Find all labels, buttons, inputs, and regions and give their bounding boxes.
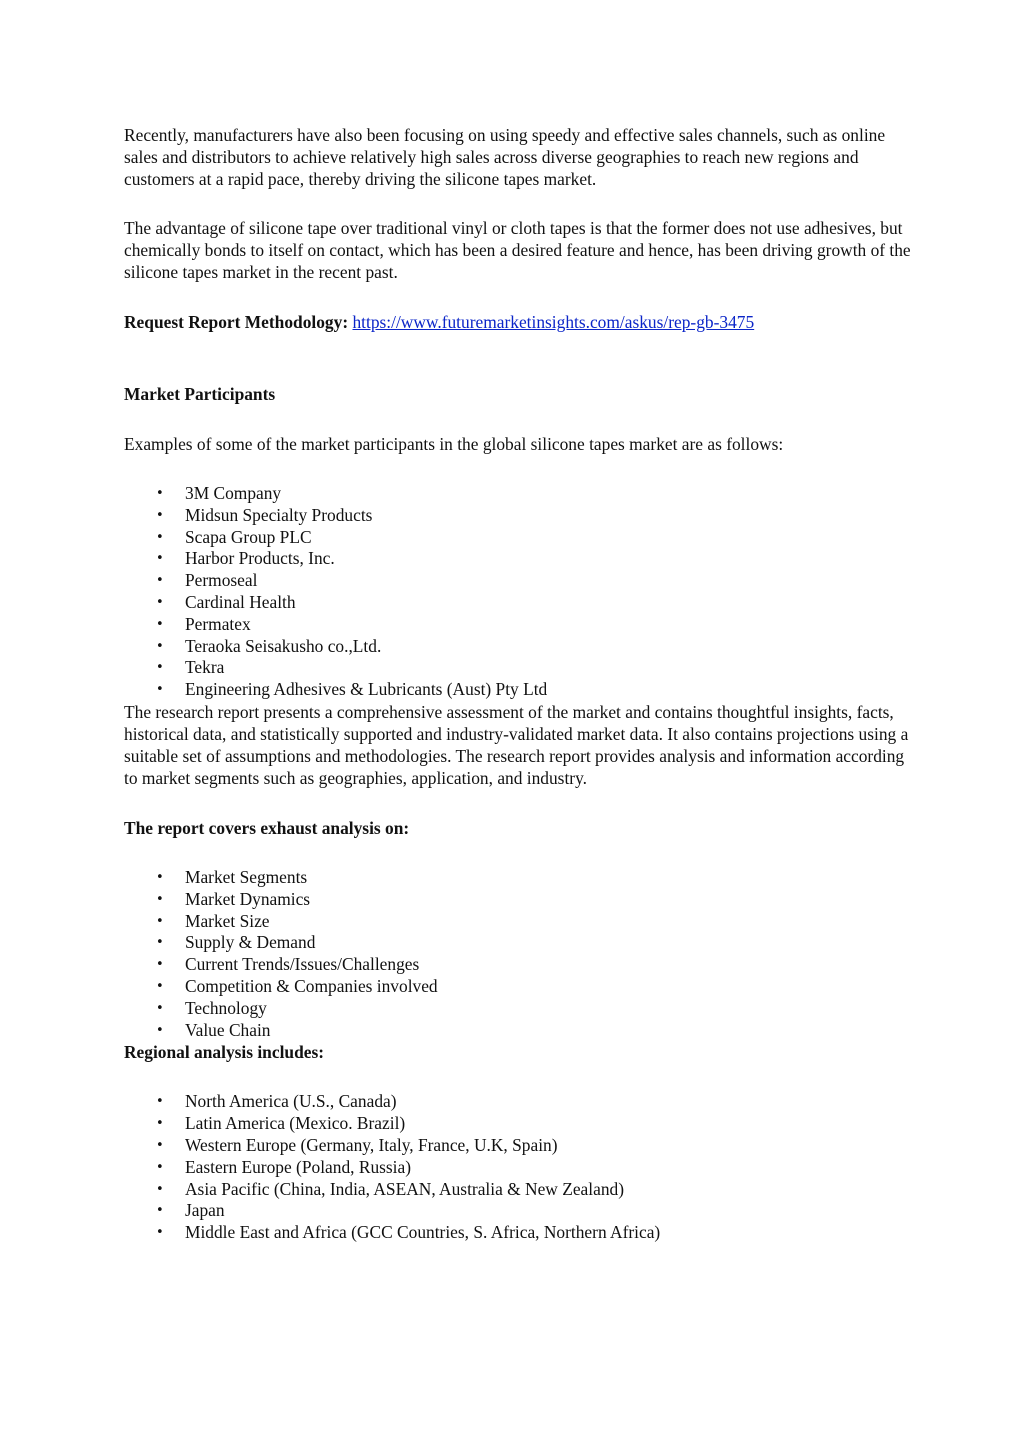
list-item: • Competition & Companies involved (156, 975, 438, 996)
list-item: • Value Chain (156, 1019, 271, 1040)
bullet-icon: • (156, 573, 164, 589)
heading-regional-analysis: Regional analysis includes: (124, 1042, 325, 1063)
paragraph-research-report: The research report presents a comprehensive assessment of the market and contains thoughtful insights, facts, historical data, and statistically supported and industry-validated market data. It also contains projections using a suitable set of assumptions and methodologies. The research report provides analysis and information according to market segments such as geographies, application, and industry. (124, 701, 909, 788)
bullet-icon: • (156, 1181, 164, 1197)
list-market-participants (124, 483, 914, 701)
list-item: • Cardinal Health (156, 591, 296, 612)
list-item: • Tekra (156, 657, 225, 678)
list-report-covers (124, 867, 914, 1041)
bullet-icon: • (156, 891, 164, 907)
bullet-icon: • (156, 1022, 164, 1038)
list-item: • Western Europe (Germany, Italy, France, U.K, Spain) (156, 1134, 558, 1155)
heading-market-participants: Market Participants (124, 384, 276, 404)
request-methodology-label: Request Report Methodology: (124, 312, 349, 332)
list-item: • Permatex (156, 613, 251, 634)
bullet-icon: • (156, 957, 164, 973)
paragraph-sales-channels: Recently, manufacturers have also been focusing on using speedy and effective sales channels, such as online sales and distributors to achieve relatively high sales across diverse geographies to reach new regions and customers at a rapid pace, thereby driving the silicone tapes market. (124, 125, 886, 189)
list-item: • Technology (156, 997, 267, 1018)
bullet-icon: • (156, 1225, 164, 1241)
heading-report-covers: The report covers exhaust analysis on: (124, 817, 410, 838)
request-methodology-line (124, 311, 914, 333)
list-item: • Permoseal (156, 570, 258, 591)
bullet-icon: • (156, 682, 164, 698)
bullet-icon: • (156, 1137, 164, 1153)
list-item: • Harbor Products, Inc. (156, 548, 335, 569)
bullet-icon: • (156, 1000, 164, 1016)
list-item: • Middle East and Africa (GCC Countries, S. Africa, Northern Africa) (156, 1222, 661, 1243)
bullet-icon: • (156, 616, 164, 632)
bullet-icon: • (156, 660, 164, 676)
bullet-icon: • (156, 486, 164, 501)
bullet-icon: • (156, 551, 164, 567)
bullet-icon: • (156, 978, 164, 994)
list-item: • Teraoka Seisakusho co.,Ltd. (156, 635, 382, 656)
list-item: • North America (U.S., Canada) (156, 1091, 397, 1112)
bullet-icon: • (156, 529, 164, 545)
list-item: • Current Trends/Issues/Challenges (156, 954, 420, 975)
list-item: • 3M Company (156, 483, 282, 503)
list-item: • Scapa Group PLC (156, 526, 312, 547)
paragraph-participants-intro: Examples of some of the market participants in the global silicone tapes market are as follows: (124, 434, 784, 454)
list-item: • Japan (156, 1200, 225, 1221)
list-item: • Market Size (156, 910, 270, 931)
bullet-icon: • (156, 1094, 164, 1110)
bullet-icon: • (156, 594, 164, 610)
document-page (124, 124, 914, 1244)
list-item: • Midsun Specialty Products (156, 504, 373, 525)
bullet-icon: • (156, 1116, 164, 1132)
list-item: • Supply & Demand (156, 932, 316, 953)
list-item: • Latin America (Mexico. Brazil) (156, 1113, 406, 1134)
bullet-icon: • (156, 913, 164, 929)
bullet-icon: • (156, 1159, 164, 1175)
bullet-icon: • (156, 935, 164, 951)
paragraph-silicone-advantage: The advantage of silicone tape over traditional vinyl or cloth tapes is that the former does not use adhesives, but chemically bonds to itself on contact, which has been a desired feature and hence, has been driving growth of the silicone tapes market in the recent past. (124, 218, 911, 282)
list-item: • Engineering Adhesives & Lubricants (Aust) Pty Ltd (156, 679, 548, 700)
bullet-icon: • (156, 1203, 164, 1219)
list-regional-analysis (124, 1091, 914, 1244)
bullet-icon: • (156, 638, 164, 654)
bullet-icon: • (156, 507, 164, 523)
list-item: • Market Segments (156, 866, 308, 887)
list-item: • Asia Pacific (China, India, ASEAN, Australia & New Zealand) (156, 1178, 625, 1199)
list-item: • Market Dynamics (156, 888, 311, 909)
request-methodology-link[interactable]: https://www.futuremarketinsights.com/askus/rep-gb-3475 (352, 312, 755, 332)
bullet-icon: • (156, 869, 164, 885)
list-item: • Eastern Europe (Poland, Russia) (156, 1156, 412, 1177)
